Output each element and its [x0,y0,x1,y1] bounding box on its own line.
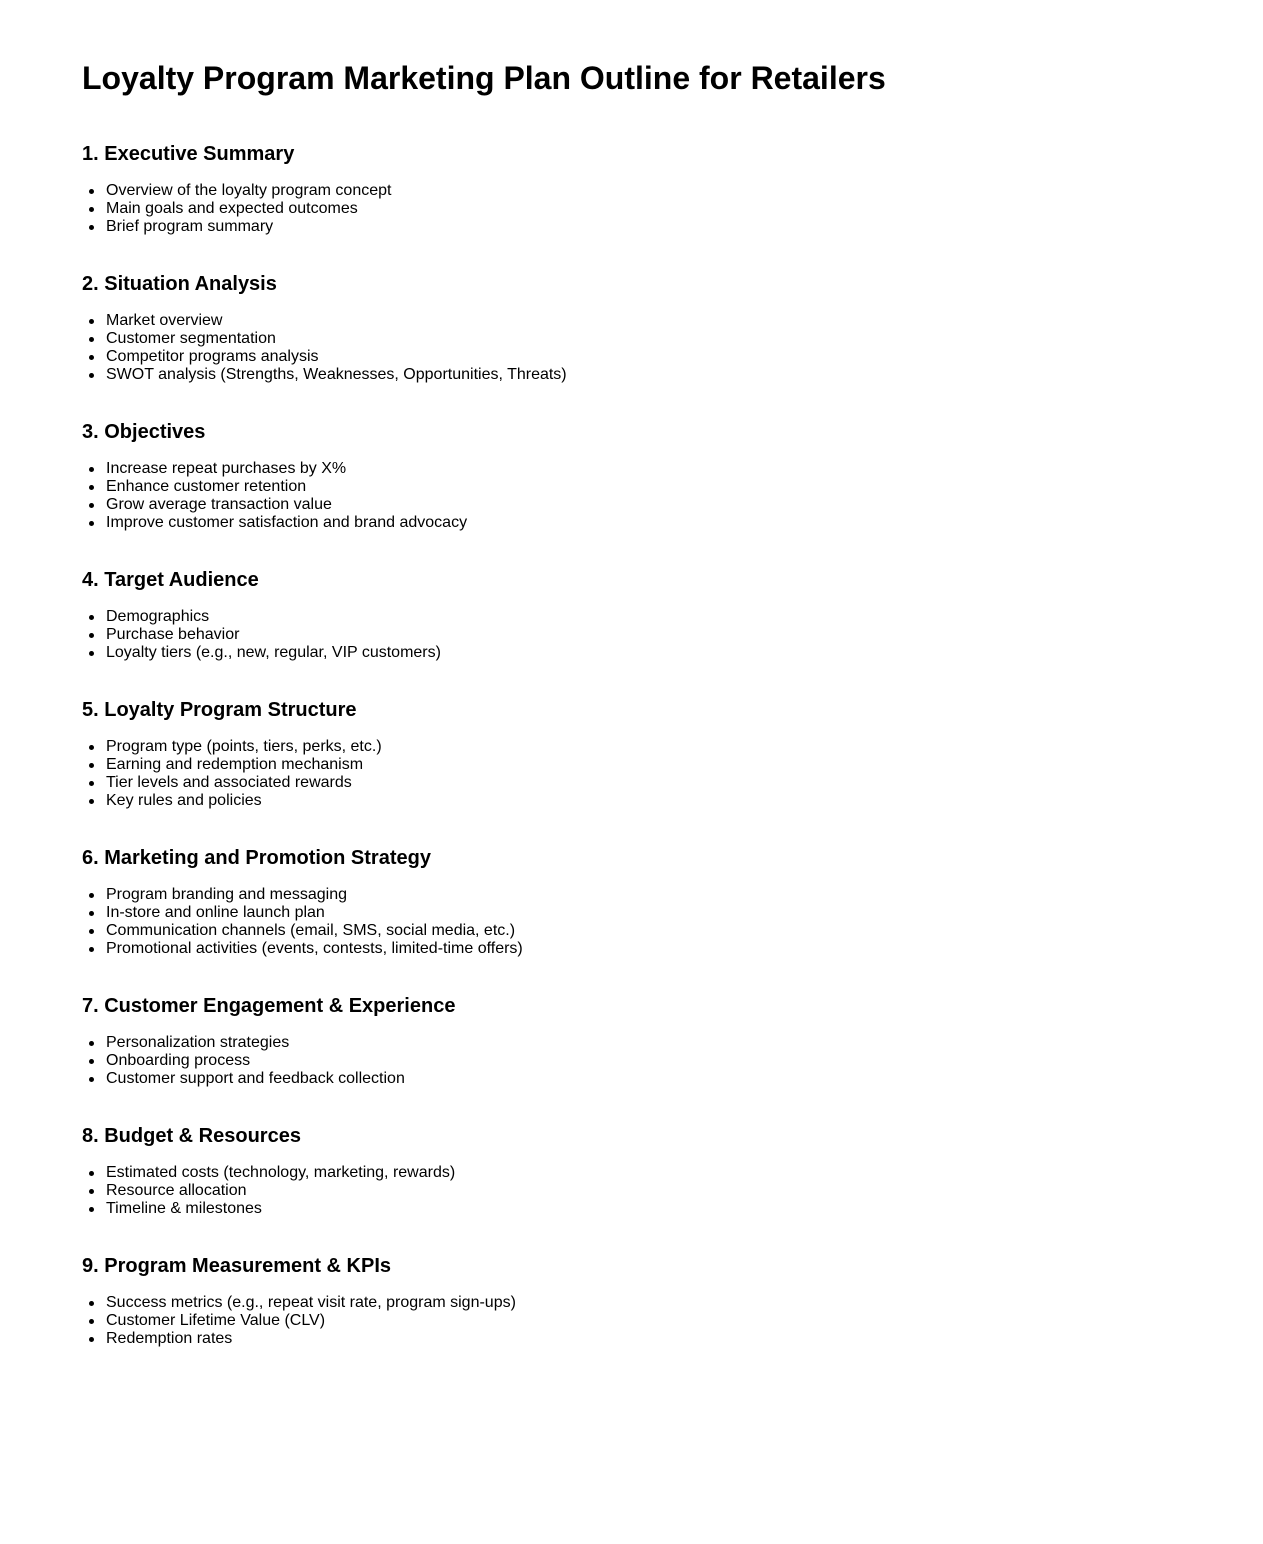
bullet-icon [89,355,94,360]
list-item-text: Tier levels and associated rewards [106,774,352,791]
list-item [106,1070,1182,1088]
outline-section-9 [82,1252,1182,1348]
bullet-icon [89,633,94,638]
list-item-text: Customer Lifetime Value (CLV) [106,1312,326,1329]
list-item-text: Market overview [106,312,223,329]
list-item [106,330,1182,348]
list-item-text: Competitor programs analysis [106,348,319,365]
bullet-icon [89,1207,94,1212]
section-bullet-list [82,182,1182,236]
section-heading: 5. Loyalty Program Structure [82,699,357,721]
list-item-text: Improve customer satisfaction and brand advocacy [106,514,468,531]
bullet-icon [89,893,94,898]
list-item [106,348,1182,366]
bullet-icon [89,189,94,194]
bullet-icon [89,503,94,508]
list-item [106,1294,1182,1312]
list-item-text: Customer support and feedback collection [106,1070,405,1087]
list-item [106,478,1182,496]
list-item-text: Grow average transaction value [106,496,332,513]
outline-section-7 [82,992,1182,1088]
bullet-icon [89,1171,94,1176]
bullet-icon [89,1041,94,1046]
list-item [106,1164,1182,1182]
list-item-text: Redemption rates [106,1330,233,1347]
section-bullet-list [82,312,1182,384]
list-item-text: Resource allocation [106,1182,247,1199]
section-bullet-list [82,1164,1182,1218]
bullet-icon [89,485,94,490]
list-item [106,626,1182,644]
list-item [106,366,1182,384]
outline-section-3 [82,418,1182,532]
list-item [106,738,1182,756]
bullet-icon [89,929,94,934]
list-item [106,922,1182,940]
document-content [82,58,1182,1382]
section-bullet-list [82,608,1182,662]
outline-section-5 [82,696,1182,810]
section-heading: 7. Customer Engagement & Experience [82,995,456,1017]
list-item-text: Increase repeat purchases by X% [106,460,347,477]
list-item-text: Loyalty tiers (e.g., new, regular, VIP customers) [106,644,441,661]
bullet-icon [89,763,94,768]
bullet-icon [89,615,94,620]
outline-section-4 [82,566,1182,662]
section-heading: 1. Executive Summary [82,143,295,165]
list-item-text: Main goals and expected outcomes [106,200,358,217]
list-item-text: Brief program summary [106,218,274,235]
bullet-icon [89,1319,94,1324]
section-bullet-list [82,738,1182,810]
bullet-icon [89,745,94,750]
list-item [106,200,1182,218]
list-item [106,774,1182,792]
list-item [106,496,1182,514]
sections-container [82,140,1182,1348]
section-heading: 6. Marketing and Promotion Strategy [82,847,431,869]
section-heading: 4. Target Audience [82,569,259,591]
list-item-text: Promotional activities (events, contests, limited-time offers) [106,940,523,957]
list-item [106,1034,1182,1052]
list-item [106,756,1182,774]
bullet-icon [89,799,94,804]
page-title: Loyalty Program Marketing Plan Outline for Retailers [82,60,886,96]
list-item [106,514,1182,532]
bullet-icon [89,467,94,472]
bullet-icon [89,225,94,230]
list-item [106,904,1182,922]
list-item [106,792,1182,810]
list-item-text: Customer segmentation [106,330,276,347]
list-item-text: Enhance customer retention [106,478,307,495]
list-item-text: Communication channels (email, SMS, social media, etc.) [106,922,516,939]
list-item-text: Key rules and policies [106,792,262,809]
list-item-text: SWOT analysis (Strengths, Weaknesses, Opportunities, Threats) [106,366,567,383]
list-item-text: In-store and online launch plan [106,904,325,921]
section-heading: 2. Situation Analysis [82,273,277,295]
bullet-icon [89,1301,94,1306]
bullet-icon [89,373,94,378]
list-item-text: Onboarding process [106,1052,251,1069]
bullet-icon [89,1077,94,1082]
list-item [106,312,1182,330]
bullet-icon [89,319,94,324]
list-item [106,1330,1182,1348]
list-item-text: Program branding and messaging [106,886,348,903]
section-bullet-list [82,1294,1182,1348]
bullet-icon [89,521,94,526]
bullet-icon [89,1059,94,1064]
list-item [106,1182,1182,1200]
section-bullet-list [82,886,1182,958]
list-item-text: Program type (points, tiers, perks, etc.) [106,738,382,755]
section-heading: 3. Objectives [82,421,206,443]
list-item [106,1052,1182,1070]
bullet-icon [89,1189,94,1194]
list-item [106,608,1182,626]
list-item-text: Timeline & milestones [106,1200,262,1217]
list-item-text: Overview of the loyalty program concept [106,182,392,199]
section-bullet-list [82,460,1182,532]
bullet-icon [89,911,94,916]
list-item-text: Demographics [106,608,210,625]
list-item [106,886,1182,904]
list-item [106,644,1182,662]
list-item-text: Purchase behavior [106,626,240,643]
bullet-icon [89,337,94,342]
outline-section-2 [82,270,1182,384]
section-heading: 9. Program Measurement & KPIs [82,1255,391,1277]
list-item [106,1200,1182,1218]
bullet-icon [89,781,94,786]
bullet-icon [89,1337,94,1342]
list-item-text: Earning and redemption mechanism [106,756,364,773]
list-item [106,182,1182,200]
section-heading: 8. Budget & Resources [82,1125,301,1147]
section-bullet-list [82,1034,1182,1088]
outline-section-6 [82,844,1182,958]
list-item-text: Personalization strategies [106,1034,290,1051]
list-item [106,1312,1182,1330]
list-item [106,218,1182,236]
list-item [106,460,1182,478]
list-item-text: Success metrics (e.g., repeat visit rate, program sign-ups) [106,1294,516,1311]
bullet-icon [89,947,94,952]
bullet-icon [89,207,94,212]
list-item-text: Estimated costs (technology, marketing, rewards) [106,1164,456,1181]
list-item [106,940,1182,958]
outline-section-1 [82,140,1182,236]
outline-section-8 [82,1122,1182,1218]
bullet-icon [89,651,94,656]
